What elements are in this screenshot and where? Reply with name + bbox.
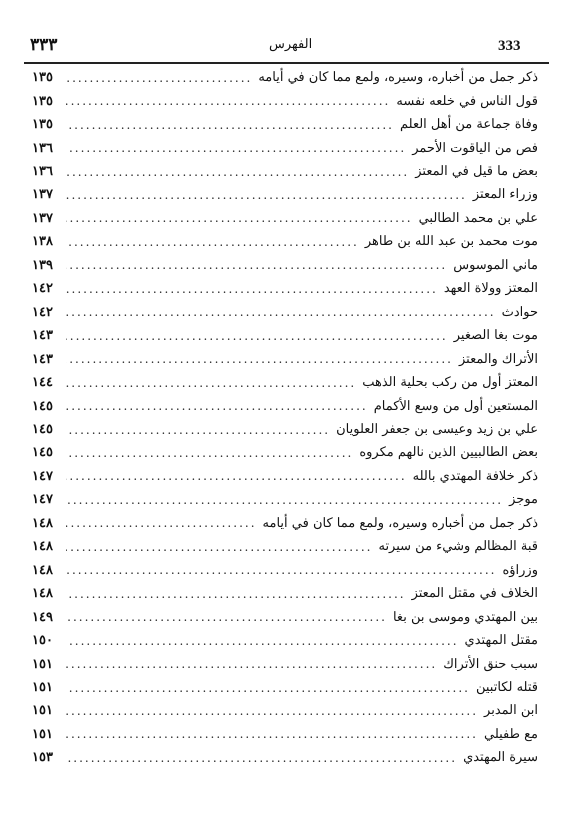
toc-entry [32,535,538,558]
toc-entry [32,136,538,159]
entry-page: ١٤٤ [32,375,53,391]
entry-title: مقتل المهتدي [464,633,538,649]
entry-title: قتله لكاتبين [475,680,538,695]
entry-title: علي بن زيد وعيسى بن جعفر العلويان [336,422,538,438]
toc-entry [32,418,538,441]
toc-entry [32,746,538,769]
toc-entry [32,347,538,370]
entry-page: ١٤٨ [32,586,53,602]
entry-page: ١٥١ [32,656,53,672]
entry-page: ١٤٥ [32,445,53,461]
leader-dots [66,657,437,671]
table-of-contents [32,66,538,770]
entry-page: ١٣٦ [32,140,53,156]
leader-dots [66,563,496,577]
running-title: الفهرس [269,37,313,52]
leader-dots [66,516,257,530]
leader-dots [66,469,407,483]
leader-dots [66,727,478,741]
entry-page: ١٤٢ [32,281,53,297]
page-header [24,28,549,64]
entry-title: فص من الياقوت الأحمر [412,140,538,156]
toc-entry [32,160,538,183]
entry-title: ذكر خلافة المهتدي بالله [412,468,538,484]
entry-title: الأتراك والمعتز [458,351,538,367]
leader-dots [66,188,467,202]
toc-entry [32,723,538,746]
entry-page: ١٤٥ [32,398,53,414]
leader-dots [66,704,478,718]
leader-dots [66,587,406,601]
entry-title: وزراؤه [502,562,538,578]
leader-dots [66,118,394,132]
toc-entry [32,676,538,699]
leader-dots [66,258,447,272]
entry-title: موت محمد بن عبد الله بن طاهر [364,234,538,250]
leader-dots [66,423,330,437]
leader-dots [66,71,252,85]
leader-dots [66,329,448,343]
leader-dots [66,751,457,765]
leader-dots [66,610,387,624]
toc-entry [32,465,538,488]
leader-dots [66,94,390,108]
entry-title: قبة المظالم وشيء من سيرته [378,539,538,555]
leader-dots [66,282,438,296]
toc-entry [32,652,538,675]
leader-dots [66,634,459,648]
toc-entry [32,183,538,206]
toc-entry [32,113,538,136]
entry-title: وزراء المعتز [472,187,538,203]
entry-title: الخلاف في مقتل المعتز [411,586,538,602]
entry-title: بعض ما قيل في المعتز [415,164,538,180]
toc-entry [32,66,538,89]
entry-title: حوادث [501,304,538,320]
entry-title: وفاة جماعة من أهل العلم [399,117,538,133]
toc-entry [32,371,538,394]
leader-dots [66,305,496,319]
entry-page: ١٣٦ [32,164,53,180]
entry-page: ١٤٣ [32,328,53,344]
leader-dots [66,211,413,225]
leader-dots [66,141,406,155]
entry-page: ١٤٩ [32,609,53,625]
entry-page: ١٥١ [32,726,53,742]
entry-title: بين المهتدي وموسى بن بغا [392,609,538,625]
toc-entry [32,277,538,300]
entry-title: مع طفيلي [484,726,538,742]
leader-dots [66,540,372,554]
entry-title: ماني الموسوس [453,257,538,273]
entry-title: بعض الطالبيين الذين نالهم مكروه [359,445,538,461]
entry-page: ١٤٨ [32,539,53,555]
toc-entry [32,301,538,324]
leader-dots [66,446,353,460]
entry-page: ١٤٣ [32,351,53,367]
leader-dots [66,376,356,390]
leader-dots [66,493,503,507]
toc-entry [32,207,538,230]
leader-dots [66,681,470,695]
toc-entry [32,512,538,535]
entry-page: ١٥١ [32,703,53,719]
entry-title: موت بغا الصغير [453,328,538,344]
leader-dots [66,399,368,413]
entry-title: المستعين أول من وسع الأكمام [373,398,538,414]
entry-page: ١٣٧ [32,187,53,203]
entry-page: ١٣٨ [32,234,53,250]
toc-entry [32,394,538,417]
page-number: 333 [498,38,521,54]
entry-page: ١٣٧ [32,210,53,226]
entry-title: سيرة المهتدي [463,750,538,766]
entry-title: علي بن محمد الطالبي [418,210,538,226]
entry-page: ١٥١ [32,680,53,695]
entry-page: ١٥٣ [32,750,53,766]
page-number-arabic: ٣٣٣ [30,35,58,55]
leader-dots [66,235,359,249]
toc-entry [32,324,538,347]
toc-entry [32,629,538,652]
entry-page: ١٥٠ [32,633,53,649]
toc-entry [32,230,538,253]
entry-title: ذكر جمل من أخباره وسيره، ولمع مما كان في أيامه [262,515,538,531]
toc-entry [32,559,538,582]
entry-page: ١٤٧ [32,492,53,508]
toc-entry [32,582,538,605]
entry-page: ١٤٥ [32,422,53,438]
entry-title: ابن المدبر [484,703,538,719]
entry-page: ١٣٥ [32,70,53,86]
entry-page: ١٤٨ [32,562,53,578]
entry-page: ١٤٢ [32,304,53,320]
entry-title: قول الناس في خلعه نفسه [396,93,538,109]
entry-title: المعتز أول من ركب بحلية الذهب [362,375,538,391]
entry-title: موجز [509,492,538,508]
entry-page: ١٣٩ [32,257,53,273]
toc-entry [32,605,538,628]
entry-page: ١٣٥ [32,117,53,133]
leader-dots [66,165,409,179]
entry-page: ١٣٥ [32,93,53,109]
entry-page: ١٤٧ [32,468,53,484]
entry-title: ذكر جمل من أخباره، وسيره، ولمع مما كان في أيامه [258,70,538,86]
toc-entry [32,89,538,112]
entry-page: ١٤٨ [32,515,53,531]
leader-dots [66,352,453,366]
toc-entry [32,254,538,277]
toc-entry [32,488,538,511]
toc-entry [32,699,538,722]
entry-title: المعتز وولاة العهد [443,281,538,297]
toc-entry [32,441,538,464]
entry-title: سبب حنق الأتراك [443,656,538,672]
